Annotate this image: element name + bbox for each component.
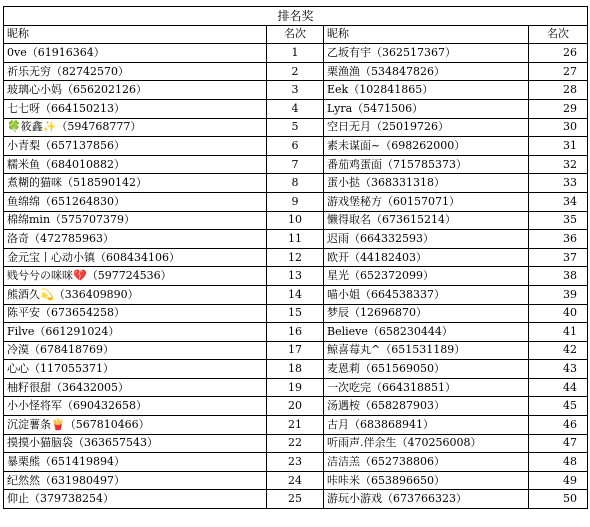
name-cell-right: 听雨声.伴余生（470256008） <box>324 434 529 453</box>
table-row <box>4 416 588 435</box>
name-cell-left: 煮糊的猫咪（518590142） <box>4 174 267 193</box>
rank-cell-right: 30 <box>529 118 588 137</box>
name-cell-left: 棉绵min（575707379） <box>4 211 267 230</box>
rank-cell-left: 2 <box>267 62 324 81</box>
name-cell-left: 纪然然（631980497） <box>4 471 267 490</box>
rank-cell-right: 43 <box>529 360 588 379</box>
name-cell-left: 0ve（61916364） <box>4 44 267 63</box>
rank-cell-right: 31 <box>529 137 588 156</box>
name-cell-left: 七七呀（664150213） <box>4 99 267 118</box>
rank-cell-right: 42 <box>529 341 588 360</box>
rank-cell-left: 24 <box>267 471 324 490</box>
rank-cell-right: 28 <box>529 81 588 100</box>
rank-cell-left: 21 <box>267 416 324 435</box>
header-rank-right: 名次 <box>529 25 588 44</box>
table-row <box>4 248 588 267</box>
name-cell-left: 祈乐无穷（82742570） <box>4 62 267 81</box>
rank-cell-right: 35 <box>529 211 588 230</box>
rank-cell-left: 3 <box>267 81 324 100</box>
name-cell-left: 🍀筱鑫✨（594768777） <box>4 118 267 137</box>
name-cell-left: 小小怪将军（690432658） <box>4 397 267 416</box>
rank-cell-right: 44 <box>529 378 588 397</box>
rank-cell-right: 26 <box>529 44 588 63</box>
name-cell-left: 仰止（379738254） <box>4 490 267 509</box>
name-cell-left: 陈平安（673654258） <box>4 304 267 323</box>
table-row <box>4 81 588 100</box>
name-cell-right: Lyra（5471506） <box>324 99 529 118</box>
header-name-right: 昵称 <box>324 25 529 44</box>
table-row <box>4 285 588 304</box>
table-row <box>4 304 588 323</box>
table-row <box>4 118 588 137</box>
rank-cell-left: 16 <box>267 323 324 342</box>
rank-cell-left: 10 <box>267 211 324 230</box>
name-cell-right: 洁洁羔（652738806） <box>324 453 529 472</box>
name-cell-right: 星光（652372099） <box>324 267 529 286</box>
rank-cell-left: 22 <box>267 434 324 453</box>
ranking-table <box>3 6 588 509</box>
table-row <box>4 360 588 379</box>
name-cell-right: 喵小姐（664538337） <box>324 285 529 304</box>
name-cell-right: Believe（658230444） <box>324 323 529 342</box>
name-cell-right: 乙坂有宇（362517367） <box>324 44 529 63</box>
name-cell-right: 番茄鸡蛋面（715785373） <box>324 155 529 174</box>
name-cell-right: 欧开（44182403） <box>324 248 529 267</box>
rank-cell-right: 33 <box>529 174 588 193</box>
rank-cell-left: 20 <box>267 397 324 416</box>
header-row <box>4 25 588 44</box>
rank-cell-left: 17 <box>267 341 324 360</box>
name-cell-right: 一次吃完（664318851） <box>324 378 529 397</box>
name-cell-left: 玻璃心小妈（656202126） <box>4 81 267 100</box>
table-row <box>4 44 588 63</box>
rank-cell-left: 9 <box>267 192 324 211</box>
name-cell-right: 迟雨（664332593） <box>324 230 529 249</box>
table-row <box>4 378 588 397</box>
table-row <box>4 174 588 193</box>
table-row <box>4 62 588 81</box>
name-cell-left: 摸摸小猫脑袋（363657543） <box>4 434 267 453</box>
name-cell-left: 柚籽很甜（36432005） <box>4 378 267 397</box>
name-cell-left: 洛奇（472785963） <box>4 230 267 249</box>
name-cell-right: 麦恩莉（651569050） <box>324 360 529 379</box>
name-cell-right: 栗渔渔（534847826） <box>324 62 529 81</box>
rank-cell-right: 37 <box>529 248 588 267</box>
rank-cell-left: 18 <box>267 360 324 379</box>
rank-cell-left: 11 <box>267 230 324 249</box>
rank-cell-right: 50 <box>529 490 588 509</box>
rank-cell-left: 12 <box>267 248 324 267</box>
table-row <box>4 211 588 230</box>
table-row <box>4 323 588 342</box>
name-cell-left: 金元宝丨心动小镇（608434106） <box>4 248 267 267</box>
name-cell-right: 梦辰（12696870） <box>324 304 529 323</box>
rank-cell-left: 14 <box>267 285 324 304</box>
rank-cell-right: 49 <box>529 471 588 490</box>
rank-cell-right: 39 <box>529 285 588 304</box>
rank-cell-left: 25 <box>267 490 324 509</box>
name-cell-right: Eek（102841865） <box>324 81 529 100</box>
table-row <box>4 230 588 249</box>
name-cell-left: 糯米鱼（684010882） <box>4 155 267 174</box>
table-row <box>4 192 588 211</box>
name-cell-right: 空日无月（25019726） <box>324 118 529 137</box>
rank-cell-right: 47 <box>529 434 588 453</box>
name-cell-left: 鱼绵绵（651264830） <box>4 192 267 211</box>
title-row <box>4 7 588 26</box>
rank-cell-left: 7 <box>267 155 324 174</box>
name-cell-left: Filve（661291024） <box>4 323 267 342</box>
name-cell-left: 沉淀薯条🍟（567810466） <box>4 416 267 435</box>
rank-cell-right: 41 <box>529 323 588 342</box>
rank-cell-left: 4 <box>267 99 324 118</box>
name-cell-left: 贱兮兮の咪咪💔（597724536） <box>4 267 267 286</box>
rank-cell-right: 45 <box>529 397 588 416</box>
name-cell-right: 古月（683868941） <box>324 416 529 435</box>
name-cell-left: 暴栗熊（651419894） <box>4 453 267 472</box>
name-cell-left: 冷漠（678418769） <box>4 341 267 360</box>
name-cell-right: 汤遇桉（658287903） <box>324 397 529 416</box>
name-cell-right: 咔咔米（653896650） <box>324 471 529 490</box>
name-cell-left: 熊酒久💫（336409890） <box>4 285 267 304</box>
name-cell-left: 心心（117055371） <box>4 360 267 379</box>
table-row <box>4 341 588 360</box>
rank-cell-right: 27 <box>529 62 588 81</box>
ranking-rows <box>4 44 588 509</box>
rank-cell-right: 36 <box>529 230 588 249</box>
table-row <box>4 267 588 286</box>
table-row <box>4 155 588 174</box>
table-row <box>4 397 588 416</box>
header-name-left: 昵称 <box>4 25 267 44</box>
rank-cell-left: 23 <box>267 453 324 472</box>
name-cell-left: 小青梨（657137856） <box>4 137 267 156</box>
rank-cell-right: 38 <box>529 267 588 286</box>
table-row <box>4 471 588 490</box>
rank-cell-right: 34 <box>529 192 588 211</box>
rank-cell-left: 5 <box>267 118 324 137</box>
rank-cell-right: 46 <box>529 416 588 435</box>
table-row <box>4 434 588 453</box>
rank-cell-right: 29 <box>529 99 588 118</box>
table-row <box>4 453 588 472</box>
rank-cell-left: 6 <box>267 137 324 156</box>
table-title: 排名奖 <box>4 7 588 26</box>
name-cell-right: 游戏堡秘方（60157071） <box>324 192 529 211</box>
table-row <box>4 137 588 156</box>
name-cell-right: 素未谋面~（698262000） <box>324 137 529 156</box>
name-cell-right: 游玩小游戏（673766323） <box>324 490 529 509</box>
rank-cell-right: 48 <box>529 453 588 472</box>
rank-cell-left: 15 <box>267 304 324 323</box>
name-cell-right: 鲸喜莓丸^（651531189） <box>324 341 529 360</box>
name-cell-right: 懒得取名（673615214） <box>324 211 529 230</box>
rank-cell-right: 32 <box>529 155 588 174</box>
rank-cell-left: 8 <box>267 174 324 193</box>
rank-cell-left: 13 <box>267 267 324 286</box>
name-cell-right: 蛋小挞（368331318） <box>324 174 529 193</box>
rank-cell-left: 19 <box>267 378 324 397</box>
table-row <box>4 99 588 118</box>
rank-cell-right: 40 <box>529 304 588 323</box>
table-row <box>4 490 588 509</box>
header-rank-left: 名次 <box>267 25 324 44</box>
rank-cell-left: 1 <box>267 44 324 63</box>
